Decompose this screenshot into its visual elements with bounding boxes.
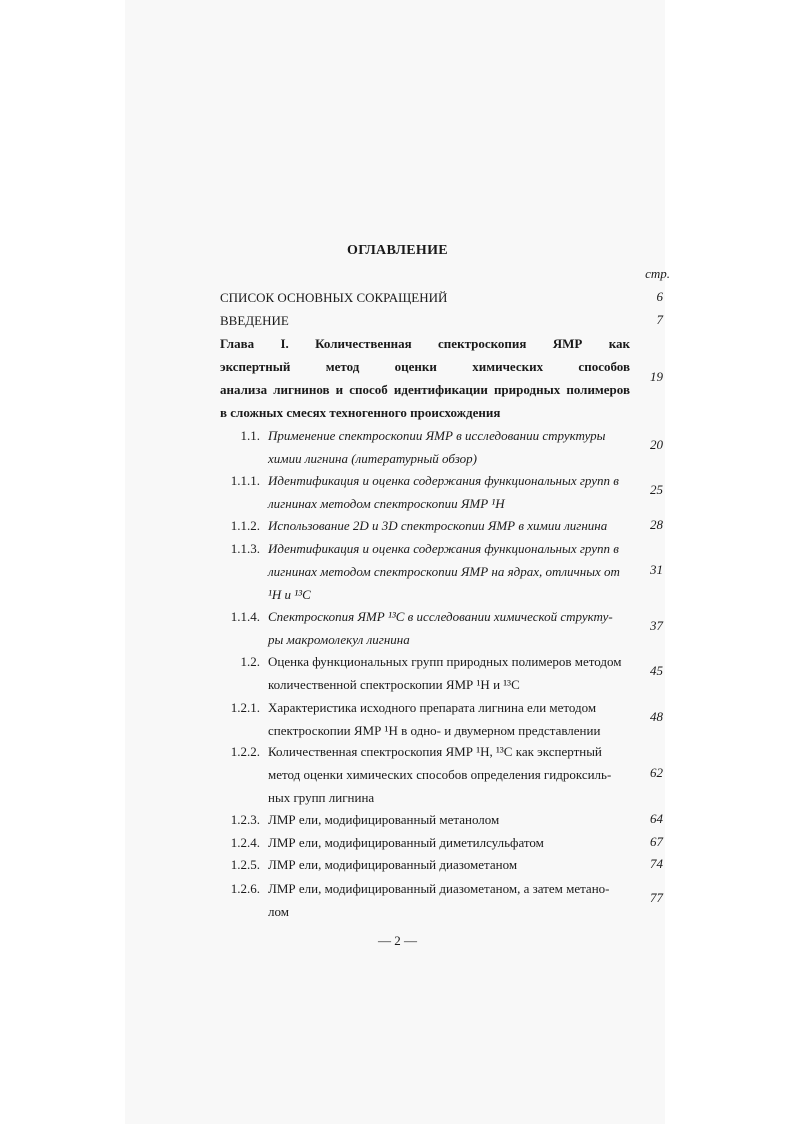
- section-number: 1.2.1.: [230, 700, 260, 715]
- entry-text: ры макромолекул лигнина: [268, 632, 410, 647]
- entry-text: количественной спектроскопии ЯМР ¹H и ¹³C: [268, 677, 520, 692]
- entry-text: Глава I. Количественная спектроскопия ЯМР как: [220, 336, 630, 351]
- toc-title: ОГЛАВЛЕНИЕ: [347, 243, 448, 258]
- entry-text: лигнинах методом спектроскопии ЯМР ¹H: [268, 496, 505, 511]
- page-number: 45: [650, 663, 663, 678]
- section-number: 1.2.3.: [230, 812, 260, 827]
- page-column-header: стр.: [645, 266, 670, 281]
- page-number: 37: [650, 618, 663, 633]
- entry-text: спектроскопии ЯМР ¹H в одно- и двумерном представлении: [268, 723, 601, 738]
- entry-text: анализа лигнинов и способ идентификации природных полимеров: [220, 382, 630, 397]
- section-number: 1.1.: [240, 428, 260, 443]
- page-number: 31: [650, 562, 663, 577]
- section-number: 1.2.4.: [230, 835, 260, 850]
- section-number: 1.1.4.: [230, 609, 260, 624]
- entry-text: Идентификация и оценка содержания функциональных групп в: [268, 473, 619, 488]
- entry-text: химии лигнина (литературный обзор): [268, 451, 477, 466]
- page-number: 67: [650, 834, 663, 849]
- page-number: 7: [656, 312, 663, 327]
- entry-text: ВВЕДЕНИЕ: [220, 313, 289, 328]
- entry-text: Количественная спектроскопия ЯМР ¹H, ¹³C как экспертный: [268, 744, 602, 759]
- entry-text: лигнинах методом спектроскопии ЯМР на ядрах, отличных от: [268, 564, 620, 579]
- section-number: 1.2.5.: [230, 857, 260, 872]
- page-number: 6: [656, 289, 663, 304]
- entry-text: метод оценки химических способов определения гидроксиль-: [268, 767, 612, 782]
- entry-text: ных групп лигнина: [268, 790, 375, 805]
- entry-text: лом: [268, 904, 289, 919]
- page-number: 74: [650, 856, 663, 871]
- entry-text: ЛМР ели, модифицированный диазометаном: [268, 857, 518, 872]
- page-number: 48: [650, 709, 663, 724]
- entry-text: Оценка функциональных групп природных полимеров методом: [268, 654, 622, 669]
- entry-text: Использование 2D и 3D спектроскопии ЯМР в химии лигнина: [268, 518, 608, 533]
- entry-text: Применение спектроскопии ЯМР в исследовании структуры: [268, 428, 606, 443]
- page-number: 28: [650, 517, 663, 532]
- entry-text: Идентификация и оценка содержания функциональных групп в: [268, 541, 619, 556]
- page-number: 62: [650, 765, 663, 780]
- section-number: 1.2.: [240, 654, 260, 669]
- page-number: 64: [650, 811, 663, 826]
- page-number: 20: [650, 437, 663, 452]
- page-number: 19: [650, 369, 663, 384]
- section-number: 1.2.6.: [230, 881, 260, 896]
- section-number: 1.1.1.: [230, 473, 260, 488]
- page-number: 77: [650, 890, 663, 905]
- entry-text: ¹H и ¹³C: [268, 587, 311, 602]
- page-number: 25: [650, 482, 663, 497]
- entry-text: СПИСОК ОСНОВНЫХ СОКРАЩЕНИЙ: [220, 290, 448, 305]
- entry-text: ЛМР ели, модифицированный диметилсульфатом: [268, 835, 544, 850]
- entry-text: Характеристика исходного препарата лигнина ели методом: [268, 700, 597, 715]
- section-number: 1.1.2.: [230, 518, 260, 533]
- entry-text: экспертный метод оценки химических способов: [220, 359, 630, 374]
- page-footer: — 2 —: [378, 933, 417, 948]
- section-number: 1.1.3.: [230, 541, 260, 556]
- entry-text: Спектроскопия ЯМР ¹³C в исследовании химической структу-: [268, 609, 613, 624]
- section-number: 1.2.2.: [230, 744, 260, 759]
- entry-text: ЛМР ели, модифицированный диазометаном, а затем метано-: [268, 881, 610, 896]
- entry-text: ЛМР ели, модифицированный метанолом: [268, 812, 500, 827]
- entry-text: в сложных смесях техногенного происхождения: [220, 405, 501, 420]
